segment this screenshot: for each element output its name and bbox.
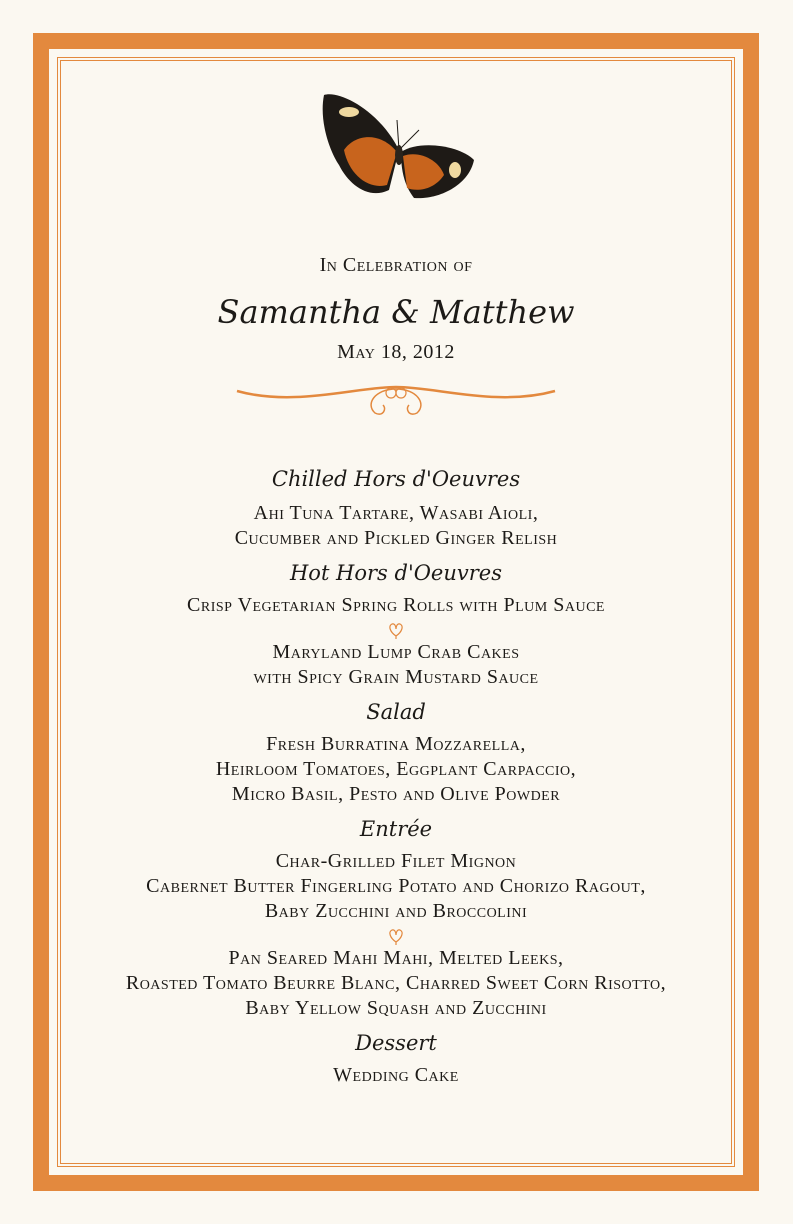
- fleur-ornament-icon: [386, 924, 406, 946]
- menu-line: Roasted Tomato Beurre Blanc, Charred Sweet Corn Risotto,: [125, 972, 667, 994]
- course-title-salad: Salad: [366, 700, 426, 724]
- fleur-ornament-icon: [386, 618, 406, 640]
- course-title-chilled: Chilled Hors d'Oeuvres: [271, 467, 521, 491]
- menu-card: [57, 57, 735, 1088]
- menu-line: Cucumber and Pickled Ginger Relish: [234, 527, 558, 549]
- couple-names: Samantha & Matthew: [217, 293, 575, 331]
- menu-line: Pan Seared Mahi Mahi, Melted Leeks,: [228, 947, 564, 969]
- course-title-hot: Hot Hors d'Oeuvres: [289, 561, 502, 585]
- course-title-entree: Entrée: [359, 817, 433, 841]
- flourish-icon: [235, 379, 557, 419]
- menu-line: Baby Zucchini and Broccolini: [264, 900, 528, 922]
- menu-line: with Spicy Grain Mustard Sauce: [253, 666, 539, 688]
- celebration-label: In Celebration of: [319, 254, 473, 276]
- menu-line: Fresh Burratina Mozzarella,: [266, 733, 526, 755]
- menu-line: Micro Basil, Pesto and Olive Powder: [231, 783, 561, 805]
- menu-line: Crisp Vegetarian Spring Rolls with Plum Sauce: [187, 594, 605, 616]
- course-title-dessert: Dessert: [355, 1031, 437, 1055]
- menu-line: Heirloom Tomatoes, Eggplant Carpaccio,: [215, 758, 577, 780]
- menu-line: Ahi Tuna Tartare, Wasabi Aioli,: [253, 502, 539, 524]
- butterfly-icon: [319, 90, 479, 210]
- menu-line: Baby Yellow Squash and Zucchini: [245, 997, 547, 1019]
- menu-line: Char-Grilled Filet Mignon: [275, 850, 517, 872]
- menu-line: Wedding Cake: [333, 1064, 459, 1086]
- event-date: May 18, 2012: [337, 341, 455, 363]
- menu-line: Cabernet Butter Fingerling Potato and Chorizo Ragout,: [146, 875, 646, 897]
- menu-line: Maryland Lump Crab Cakes: [272, 641, 520, 663]
